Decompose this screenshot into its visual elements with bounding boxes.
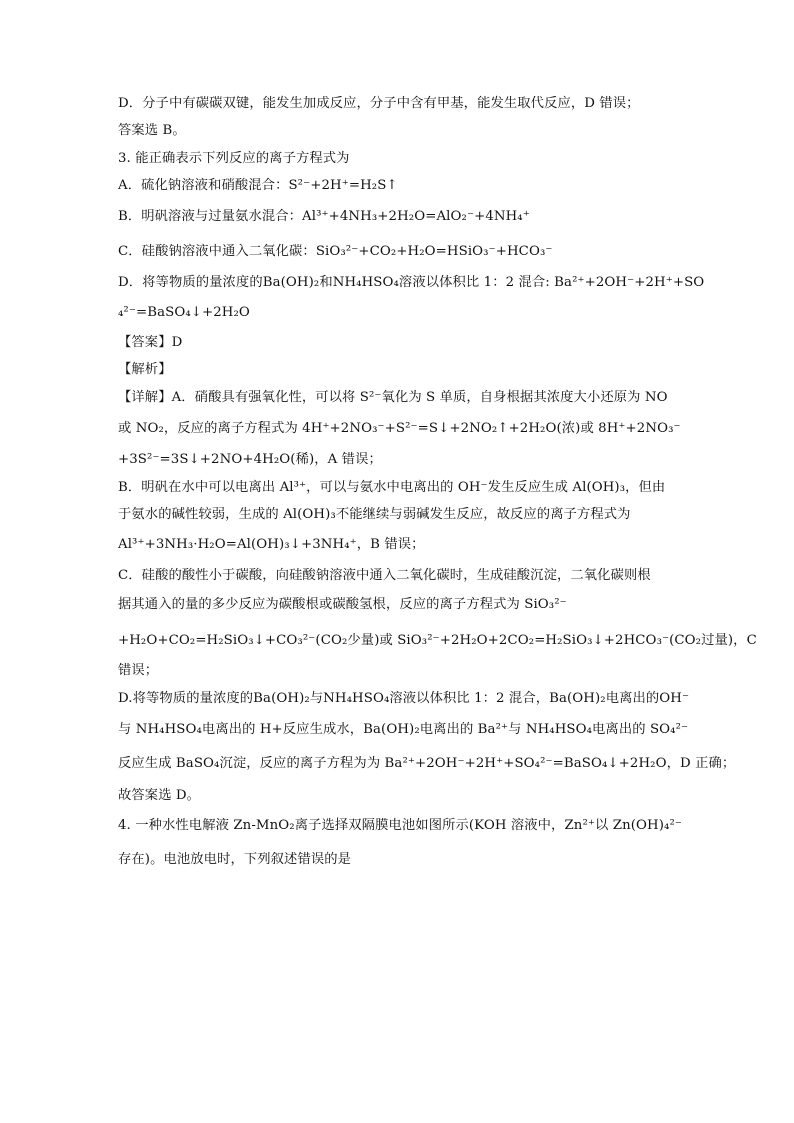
answer-label: 【答案】D — [118, 335, 183, 350]
analysis-label: 【解析】 — [118, 362, 172, 377]
detail-d-3: 反应生成 BaSO₄沉淀，反应的离子方程为为 Ba²⁺+2OH⁻+2H⁺+SO₄²⁻=BaSO₄↓+2H₂O，D 正确； — [118, 756, 736, 771]
detail-d-2: 与 NH₄HSO₄电离出的 H+反应生成水，Ba(OH)₂电离出的 Ba²⁺与 NH₄HSO₄电离出的 SO₄²⁻ — [118, 722, 689, 737]
option-c: C．硅酸钠溶液中通入二氧化碳：SiO₃²⁻+CO₂+H₂O=HSiO₃⁻+HCO₃⁻ — [118, 244, 553, 259]
detail-c-2: 据其通入的量的多少反应为碳酸根或碳酸氢根，反应的离子方程式为 SiO₃²⁻ — [118, 597, 567, 612]
option-d: D．将等物质的量浓度的Ba(OH)₂和NH₄HSO₄溶液以体积比 1：2 混合: Ba²⁺+2OH⁻+2H⁺+SO — [118, 275, 705, 290]
detail-a-2: 或 NO₂，反应的离子方程式为 4H⁺+2NO₃⁻+S²⁻=S↓+2NO₂↑+2H₂O(浓)或 8H⁺+2NO₃⁻ — [118, 421, 681, 436]
question-4-continued: 存在)。电池放电时，下列叙述错误的是 — [118, 852, 352, 867]
question-4: 4. 一种水性电解液 Zn-MnO₂离子选择双隔膜电池如图所示(KOH 溶液中，Zn²⁺以 Zn(OH)₄²⁻ — [118, 818, 682, 833]
detail-c-4: 错误； — [118, 663, 159, 678]
detail-a: 【详解】A．硝酸具有强氧化性，可以将 S²⁻氧化为 S 单质，自身根据其浓度大小还原为 NO — [118, 390, 668, 405]
detail-d: D.将等物质的量浓度的Ba(OH)₂与NH₄HSO₄溶液以体积比 1：2 混合，Ba(OH)₂电离出的OH⁻ — [118, 691, 690, 706]
text-line: D．分子中有碳碳双键，能发生加成反应，分子中含有甲基，能发生取代反应，D 错误； — [118, 96, 640, 111]
detail-b-2: 于氨水的碱性较弱，生成的 Al(OH)₃不能继续与弱碱发生反应，故反应的离子方程式为 — [118, 507, 631, 522]
question-heading: 3. 能正确表示下列反应的离子方程式为 — [118, 151, 350, 166]
detail-b: B．明矾在水中可以电离出 Al³⁺，可以与氨水中电离出的 OH⁻发生反应生成 Al(OH)₃，但由 — [118, 480, 666, 495]
detail-b-3: Al³⁺+3NH₃·H₂O=Al(OH)₃↓+3NH₄⁺，B 错误； — [118, 537, 425, 552]
detail-c-3: +H₂O+CO₂=H₂SiO₃↓+CO₃²⁻(CO₂少量)或 SiO₃²⁻+2H₂O+2CO₂=H₂SiO₃↓+2HCO₃⁻(CO₂过量)，C — [118, 633, 757, 648]
detail-a-3: +3S²⁻=3S↓+2NO+4H₂O(稀)，A 错误； — [118, 452, 382, 467]
text-line: 答案选 B。 — [118, 123, 186, 138]
option-b: B．明矾溶液与过量氨水混合：Al³⁺+4NH₃+2H₂O=AlO₂⁻+4NH₄⁺ — [118, 209, 530, 224]
option-d-continued: ₄²⁻=BaSO₄↓+2H₂O — [118, 305, 250, 320]
detail-d-4: 故答案选 D。 — [118, 788, 201, 803]
detail-c: C．硅酸的酸性小于碳酸，向硅酸钠溶液中通入二氧化碳时，生成硅酸沉淀，二氧化碳则根 — [118, 568, 651, 583]
option-a: A．硫化钠溶液和硝酸混合：S²⁻+2H⁺=H₂S↑ — [118, 178, 398, 193]
